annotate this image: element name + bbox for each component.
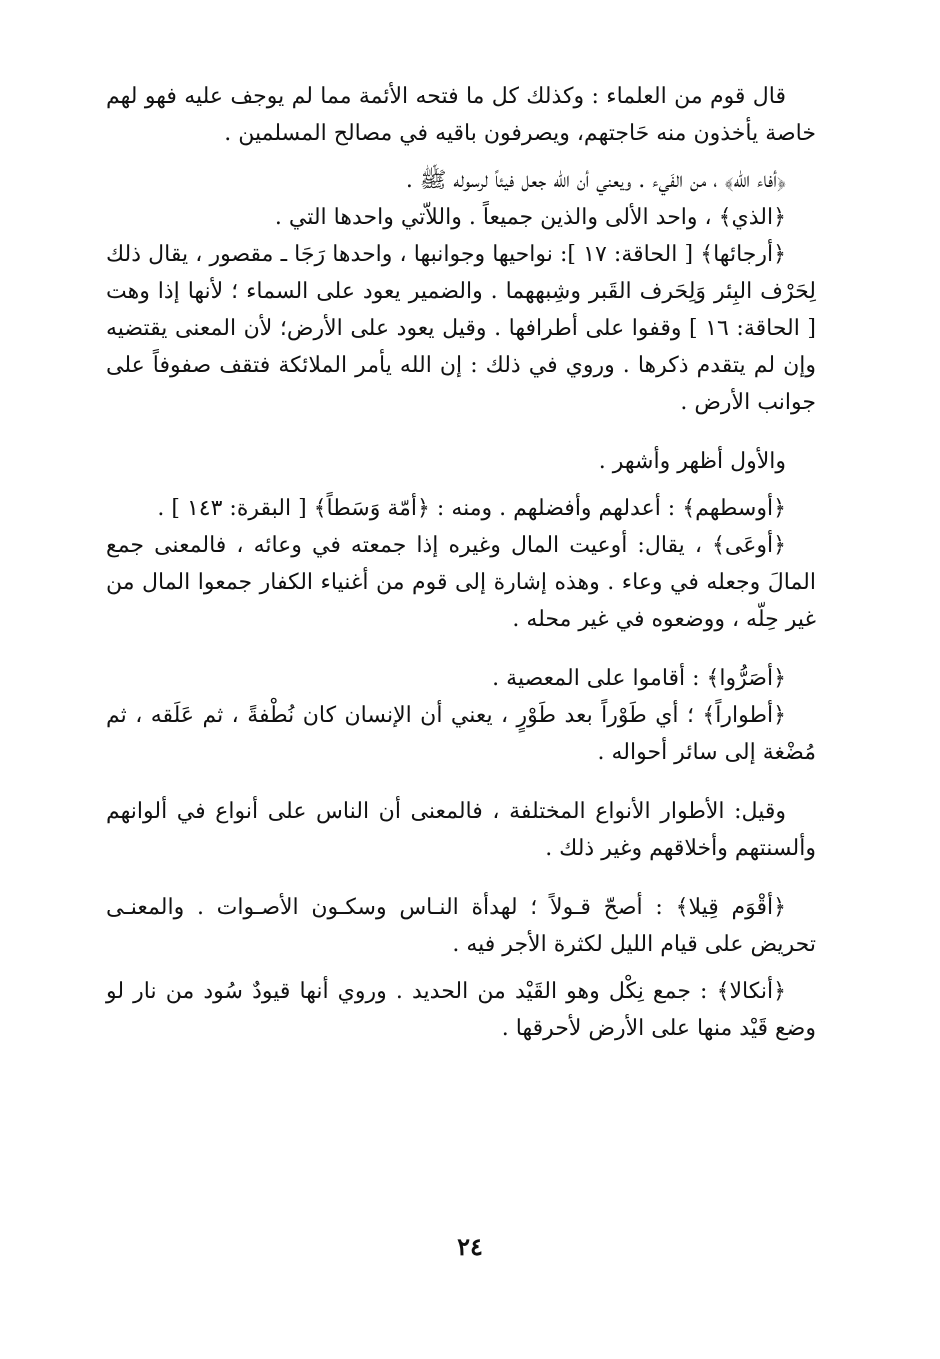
paragraph-atwaran: ﴿أطواراً﴾ ؛ أي طَوْراً بعد طَوْرٍ ، يعني أن الإنسان كان نُطْفةً ، ثم عَلَقه ، ثم مُضْغة إلى سائر أحواله . (106, 703, 816, 765)
paragraph-wa-qila: وقيل: الأطوار الأنواع المختلفة ، فالمعنى أن الناس على أنواع في ألوانهم وألسنتهم وأخلاقهم وغير ذلك . (106, 799, 816, 861)
paragraph-al-awwal: والأول أظهر وأشهر . (598, 449, 786, 474)
page-number: ٢٤ (457, 1232, 483, 1261)
paragraph-asarru: ﴿أصَرُّوا﴾ : أقاموا على المعصية . (492, 666, 786, 691)
paragraph-afaa-allah: ﴿أفاء الله﴾ ، من الفَيء . ويعني أن الله جعل فيئاً لرسوله ﷺ . (405, 168, 786, 193)
paragraph-aqwam-qila: ﴿أقْوَم قِيلا﴾ : أصحّ قـولاً ؛ لهدأة النـاس وسكـون الأصـوات . والمعنـى تحريض على قيام الليل لكثرة الأجر فيه . (106, 895, 816, 957)
paragraph-ulama: قال قوم من العلماء : وكذلك كل ما فتحه الأئمة مما لم يوجف عليه فهو لهم خاصة يأخذون منه حَاجتهم، ويصرفون باقيه في مصالح المسلمين . (106, 84, 816, 146)
paragraph-alladhi: ﴿الذي﴾ ، واحد الألى والذين جميعاً . واللاّتي واحدها التي . (274, 205, 786, 230)
paragraph-arjaiha: ﴿أرجائها﴾ [ الحاقة: ١٧ ]: نواحيها وجوانبها ، واحدها رَجَا ـ مقصور ، يقال ذلك لِحَرْف البِئر وَلِحَرف القَبر وشِبههما . والضمير يعود على السماء ؛ لأنها إذا وهت [ الحاقة: ١٦ ] وقفوا على أطرافها . وقيل يعود على الأرض؛ لأن المعنى يقتضيه وإن لم يتقدم ذكرها . وروي في ذلك : إن الله يأمر الملائكة فتقف صفوفاً على جوانب الأرض . (106, 242, 816, 415)
paragraph-ankala: ﴿أنكالا﴾ : جمع نِكْل وهو القَيْد من الحديد . وروي أنها قيودٌ سُود من نار لو وضع قَيْد منها على الأرض لأحرقها . (106, 979, 816, 1041)
paragraph-awa: ﴿أوعَى﴾ ، يقال: أوعيت المال وغيره إذا جمعته في وعائه ، فالمعنى جمع المالَ وجعله في وعاء . وهذه إشارة إلى قوم من أغنياء الكفار جمعوا المال من غير حِلّه ، ووضعوه في غير محله . (106, 533, 816, 632)
body-text (106, 78, 816, 1047)
paragraph-awsatuhum: ﴿أوسطهم﴾ : أعدلهم وأفضلهم . ومنه : ﴿أمّة وَسَطاً﴾ [ البقرة: ١٤٣ ] . (157, 496, 786, 521)
